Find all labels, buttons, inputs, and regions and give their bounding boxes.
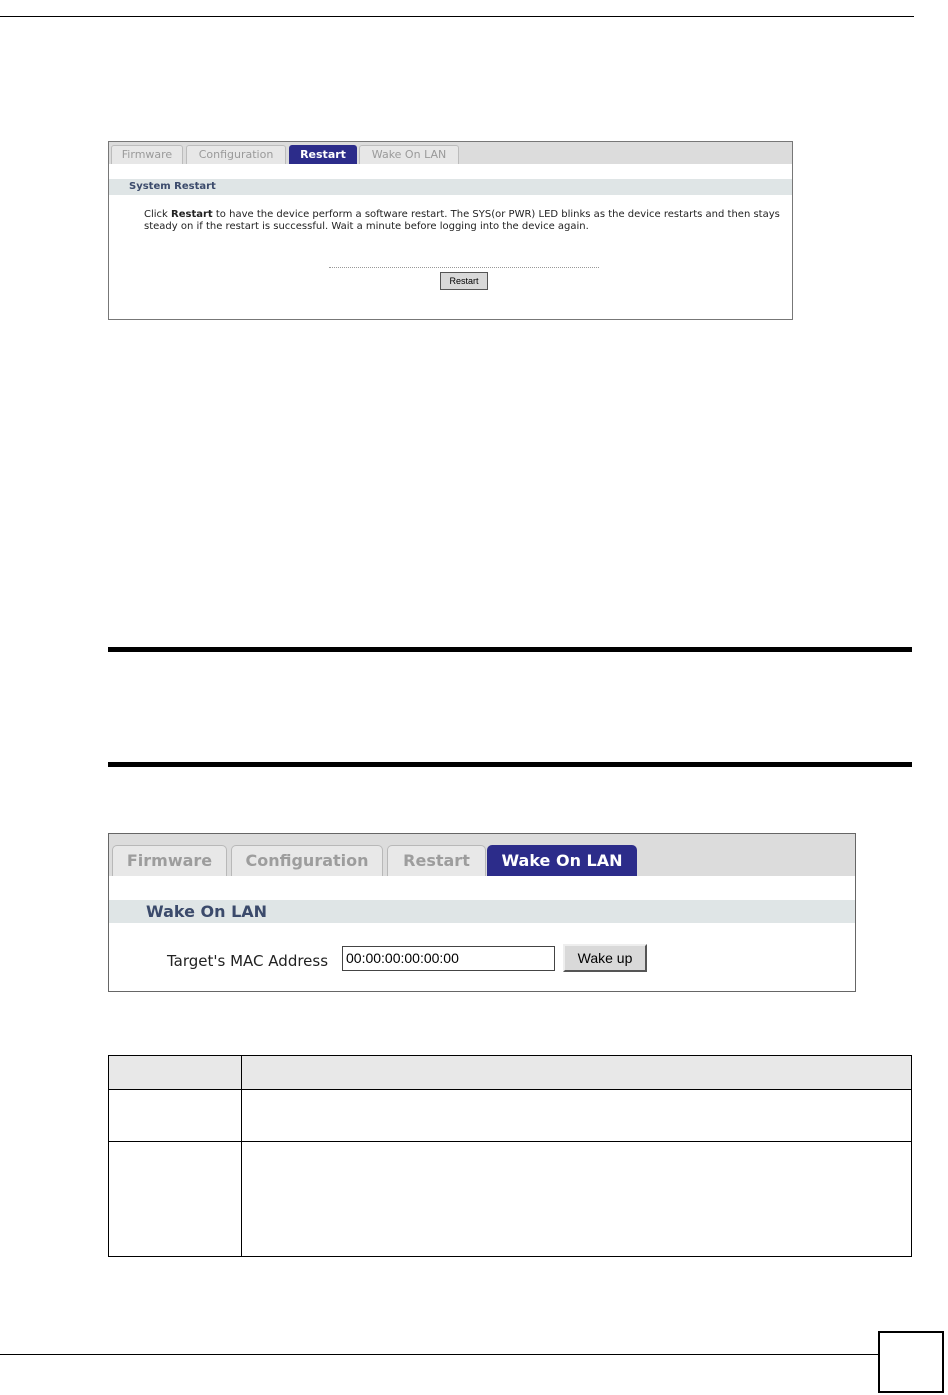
chapter-rule-top: [108, 647, 912, 652]
section-title: System Restart: [109, 179, 792, 195]
tab-wake-on-lan[interactable]: Wake On LAN: [487, 845, 637, 876]
divider: [329, 267, 599, 268]
field-table: [108, 1055, 912, 1257]
tab-restart[interactable]: Restart: [387, 845, 486, 876]
desc-bold: Restart: [171, 209, 213, 220]
desc-rest: to have the device perform a software restart. The SYS(or PWR) LED blinks as the device restarts and then stays steady on if the restart is successful. Wait a minute before logging into the device again.: [144, 209, 780, 232]
table-header-row: [109, 1056, 912, 1090]
tab-bar: [109, 142, 792, 164]
table-cell: [109, 1142, 242, 1257]
table-row: [109, 1090, 912, 1142]
tab-firmware[interactable]: Firmware: [111, 145, 183, 164]
header-cell: [109, 1056, 242, 1090]
wake-up-button[interactable]: Wake up: [563, 944, 647, 972]
header-cell: [242, 1056, 912, 1090]
tab-firmware[interactable]: Firmware: [112, 845, 227, 876]
wake-on-lan-screenshot: [108, 833, 856, 992]
footer-rule: [0, 1354, 878, 1355]
section-title: Wake On LAN: [109, 900, 855, 923]
tab-configuration[interactable]: Configuration: [186, 145, 286, 164]
tab-wake-on-lan[interactable]: Wake On LAN: [359, 145, 459, 164]
mac-address-input[interactable]: 00:00:00:00:00:00: [342, 946, 555, 971]
table-row: [109, 1142, 912, 1257]
restart-button[interactable]: Restart: [440, 272, 488, 290]
desc-prefix: Click: [144, 209, 172, 220]
tab-restart[interactable]: Restart: [289, 145, 357, 164]
table-cell: [109, 1090, 242, 1142]
table-cell: [242, 1090, 912, 1142]
chapter-rule-bottom: [108, 762, 912, 767]
restart-screenshot: [108, 141, 793, 320]
table-cell: [242, 1142, 912, 1257]
tab-bar: [109, 834, 855, 876]
header-rule: [0, 16, 914, 17]
mac-address-label: Target's MAC Address: [167, 952, 329, 970]
page-number-box: [878, 1331, 944, 1393]
restart-description: [144, 209, 784, 233]
tab-configuration[interactable]: Configuration: [231, 845, 383, 876]
